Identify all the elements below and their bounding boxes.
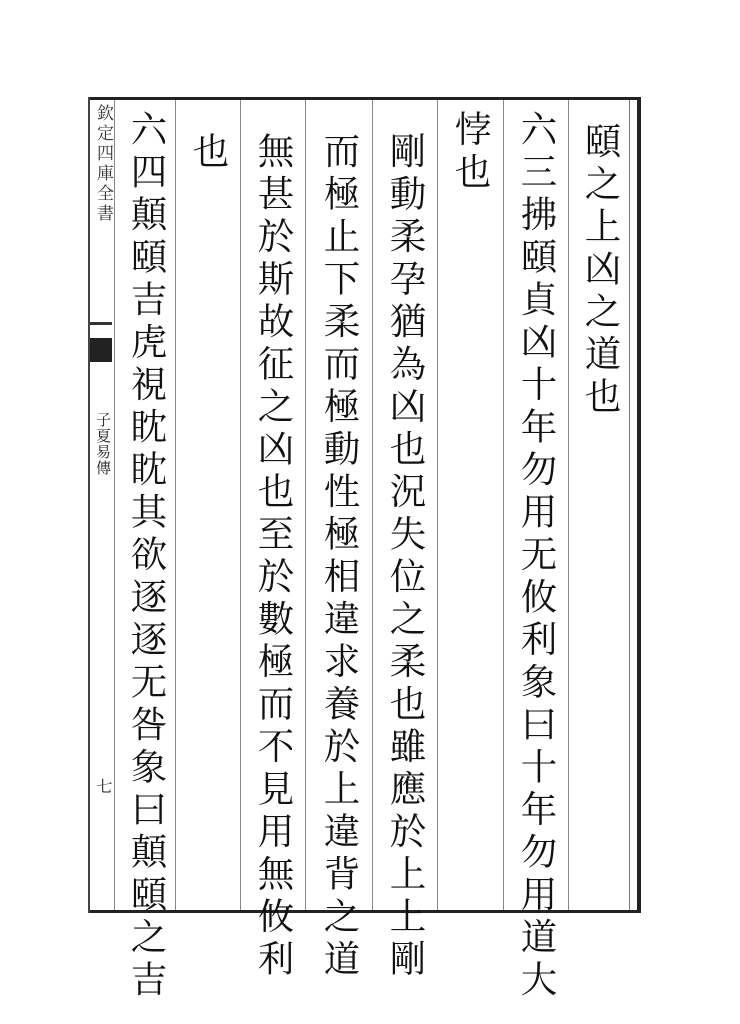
text-column-8: 六四顛頤吉虎視眈眈其欲逐逐无咎象曰顛頤之吉 (125, 110, 168, 1003)
margin-page-number: 七 (94, 778, 113, 794)
frame-top-border (88, 97, 640, 100)
text-column-3: 悖也 (449, 110, 492, 195)
margin-book-title: 欽定四庫全書 (93, 104, 113, 224)
text-column-2: 六三拂頤貞凶十年勿用无攸利象曰十年勿用道大 (515, 110, 558, 1003)
column-rule (305, 100, 306, 910)
margin-fishtail-block (90, 338, 112, 362)
text-column-1: 頤之上凶之道也 (579, 122, 622, 420)
margin-fishtail-line (90, 322, 112, 325)
text-column-6: 無甚於斯故征之凶也至於數極而不見用無攸利 (252, 132, 295, 982)
column-rule (114, 100, 115, 910)
column-rule (437, 100, 438, 910)
text-column-4: 剛動柔孕猶為凶也況失位之柔也雖應於上上剛 (384, 132, 427, 982)
column-rule (240, 100, 241, 910)
frame-left-border (88, 97, 90, 913)
frame-right-inner-rule (629, 100, 630, 910)
column-rule (503, 100, 504, 910)
text-column-7: 也 (187, 132, 230, 175)
frame-right-border (637, 97, 641, 913)
text-column-5: 而極止下柔而極動性極相違求養於上違背之道 (318, 132, 361, 982)
column-rule (372, 100, 373, 910)
column-rule (175, 100, 176, 910)
margin-chapter-title: 子夏易傳 (94, 412, 112, 476)
column-rule (568, 100, 569, 910)
